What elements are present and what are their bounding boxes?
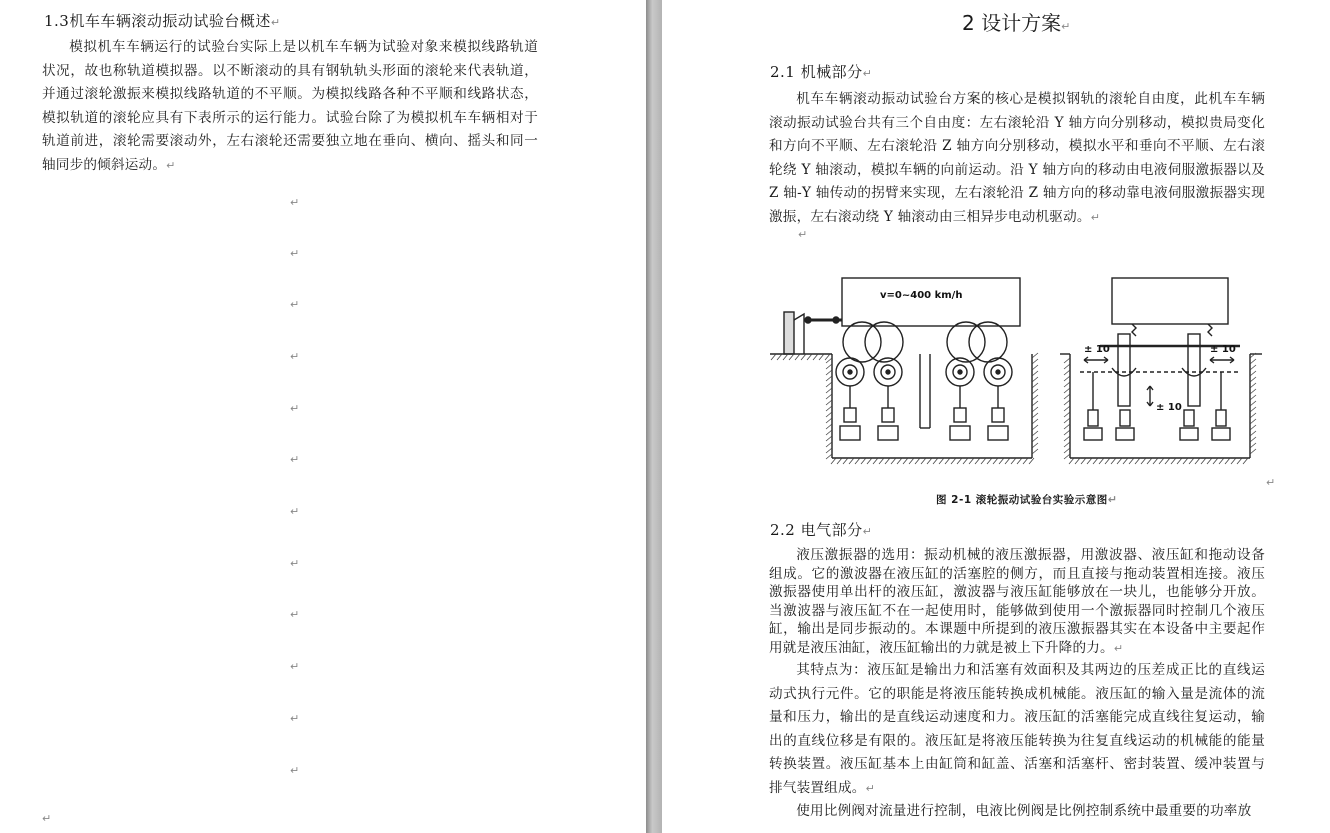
- overview-paragraph: 模拟机车车辆运行的试验台实际上是以机车车辆为试验对象来模拟线路轨道状况，故也称轨道模拟器。以不断滚动的具有钢轨轨头形面的滚轮来代表轨道，并通过滚轮激振来模拟线路轨道的不平顺。为模拟线路各种不平顺和线路状态，模拟轨道的滚轮应具有下表所示的运行能力。试验台除了为模拟机车车辆相对于轨道前进，滚轮需要滚动外，左右滚轮还需要独立地在垂向、横向、摇头和同一轴同步的倾斜运动。↵: [42, 39, 538, 173]
- empty-paragraph-mark: ↵: [290, 453, 300, 466]
- empty-paragraph-mark: ↵: [290, 350, 300, 363]
- pm10-right: ± 10: [1210, 344, 1236, 355]
- mechanical-paragraph: 机车车辆滚动振动试验台方案的核心是模拟钢轨的滚轮自由度，此机车车辆滚动振动试验台共有三个自由度：左右滚轮沿 Y 轴方向分别移动，模拟贵局变化和方向不平顺、左右滚轮沿 Z 轴方向分别移动，模拟水平和垂向不平顺、左右滚轮绕 Y 轴滚动，模拟车辆的向前运动。沿 Y 轴方向的移动由电液伺服激振器以及 Z 轴-Y 轴传动的拐臂来实现，左右滚轮沿 Z 轴方向的移动靠电液伺服激振器实现激振，左右滚动绕 Y 轴滚动由三相异步电动机驱动。↵: [769, 91, 1265, 225]
- empty-paragraph-mark: ↵: [290, 298, 300, 311]
- page-gutter: [646, 0, 662, 833]
- empty-paragraph-mark: ↵: [290, 402, 300, 415]
- section-title-2-2: 2.2 电气部分↵: [770, 521, 873, 539]
- wheel: [843, 322, 881, 362]
- electrical-paragraph-2: 其特点为：液压缸是输出力和活塞有效面积及其两边的压差成正比的直线运动式执行元件。它的职能是将液压能转换成机械能。液压缸的输入量是流体的流量和压力，输出的是直线运动速度和力。液压缸的活塞能完成直线往复运动，输出的直线位移是有限的。液压缸是将液压能转换为往复直线运动的机械能的能量转换装置。液压缸基本上由缸筒和缸盖、活塞和活塞杆、密封装置、缓冲装置与排气装置组成。↵: [769, 662, 1265, 796]
- car-body: [842, 278, 1020, 326]
- empty-paragraph-mark: ↵: [290, 196, 300, 209]
- pm10-left: ± 10: [1084, 344, 1110, 355]
- pm10-vertical: ± 10: [1156, 402, 1182, 413]
- figure-paragraph-mark: ↵: [1266, 476, 1276, 489]
- electrical-paragraph-3: 使用比例阀对流量进行控制，电液比例阀是比例控制系统中最重要的功率放: [796, 803, 1252, 819]
- empty-paragraph-mark: ↵: [290, 712, 300, 725]
- empty-paragraph-mark: ↵: [290, 608, 300, 621]
- electrical-paragraph-1: 液压激振器的选用：振动机械的液压激振器，用激波器、液压缸和拖动设备组成。它的激波器在液压缸的活塞腔的侧方，而且直接与拖动装置相连接。液压激振器使用单出杆的液压缸，激波器与液压缸能够放在一块儿，也能够分开放。当激波器与液压缸不在一起使用时，能够做到使用一个激振器同时控制几个液压缸，输出是同步振动的。本课题中所提到的液压激振器其实在本设备中主要起作用就是液压油缸，液压缸输出的力就是被上下升降的力。↵: [769, 547, 1265, 656]
- empty-paragraph-mark: ↵: [290, 505, 300, 518]
- chapter-title: 2 设计方案↵: [962, 11, 1071, 35]
- empty-paragraph-mark: ↵: [290, 247, 300, 260]
- left-page: [0, 0, 646, 833]
- section-title-2-1: 2.1 机械部分↵: [770, 63, 873, 81]
- empty-paragraph-mark: ↵: [290, 660, 300, 673]
- test-rig-figure: [770, 268, 1262, 472]
- paragraph-mark: ↵: [270, 16, 281, 29]
- section-title-1-3: 1.3机车车辆滚动振动试验台概述↵: [44, 12, 281, 30]
- speed-label: v=0~400 km/h: [880, 290, 963, 301]
- figure-caption: 图 2-1 滚轮振动试验台实验示意图↵: [936, 493, 1118, 506]
- right-page: [662, 0, 1330, 833]
- empty-paragraph-mark: ↵: [290, 557, 300, 570]
- empty-paragraph-mark: ↵: [290, 764, 300, 777]
- bottom-paragraph-mark: ↵: [42, 812, 52, 825]
- paragraph-mark: ↵: [798, 228, 808, 241]
- car-section: [1112, 278, 1228, 324]
